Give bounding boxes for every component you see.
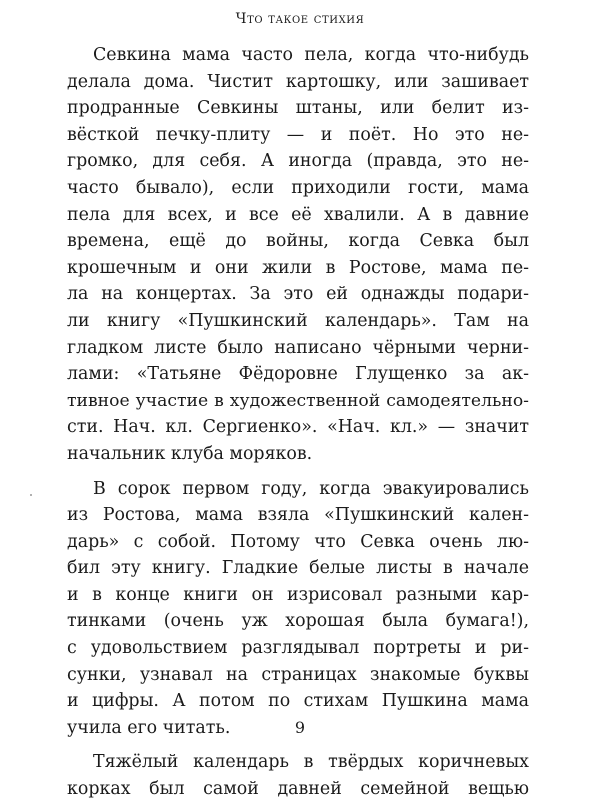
text-line: В сорок первом году, когда эвакуировались <box>93 478 529 499</box>
text-line: дарь» с собой. Потому что Севка очень лю- <box>67 531 529 552</box>
text-line: времена, ещё до войны, когда Севка был <box>67 231 529 252</box>
text-line: пела для всех, и все её хвалили. А в давние <box>67 204 529 225</box>
text-line: с удовольствием разглядывал портреты и ри- <box>67 638 529 659</box>
paragraph-2 <box>67 476 529 742</box>
text-line: из Ростова, мама взяла «Пушкинский кален- <box>67 505 529 526</box>
running-head: Что такое стихия <box>235 11 365 27</box>
text-line: вёсткой печку-плиту — и поёт. Но это не- <box>67 124 529 145</box>
body-text <box>67 42 529 803</box>
text-line: сти. Нач. кл. Сергиенко». «Нач. кл.» — значит <box>67 417 529 438</box>
paragraph-1 <box>67 42 529 468</box>
text-line: и цифры. А потом по стихам Пушкина мама <box>67 691 529 712</box>
text-line: начальник клуба моряков. <box>67 443 313 464</box>
page-number: 9 <box>294 718 306 737</box>
text-line: корках был самой давней семейной вещью <box>67 779 529 800</box>
text-line: часто бывало), если приходили гости, мама <box>67 177 529 198</box>
text-line: Тяжёлый календарь в твёрдых коричневых <box>93 752 529 773</box>
text-line: Севкина мама часто пела, когда что-нибудь <box>93 45 529 65</box>
text-line: ла на концертах. За это ей однажды подари- <box>67 284 529 305</box>
text-line: тивное участие в художественной самодеятельно- <box>67 390 529 411</box>
text-line: и в конце книги он изрисовал разными кар- <box>67 584 529 605</box>
text-line: лами: «Татьяне Фёдоровне Глущенко за ак- <box>67 364 529 385</box>
text-line: учила его читать. <box>67 717 231 738</box>
text-line: тинками (очень уж хорошая была бумага!), <box>67 611 529 632</box>
text-line: сунки, узнавал на страницах знакомые буквы <box>67 664 529 685</box>
print-speck <box>30 494 32 496</box>
text-line: крошечным и они жили в Ростове, мама пе- <box>67 257 529 278</box>
text-line: громко, для себя. А иногда (правда, это не- <box>67 151 529 172</box>
text-line: ли книгу «Пушкинский календарь». Там на <box>67 310 529 331</box>
text-line: делала дома. Чистит картошку, или зашивает <box>67 71 529 92</box>
text-line: продранные Севкины штаны, или белит из- <box>67 98 529 119</box>
paragraph-3 <box>67 749 529 802</box>
text-line: гладком листе было написано чёрными черни- <box>67 337 529 358</box>
text-line: бил эту книгу. Гладкие белые листы в начале <box>67 558 529 579</box>
